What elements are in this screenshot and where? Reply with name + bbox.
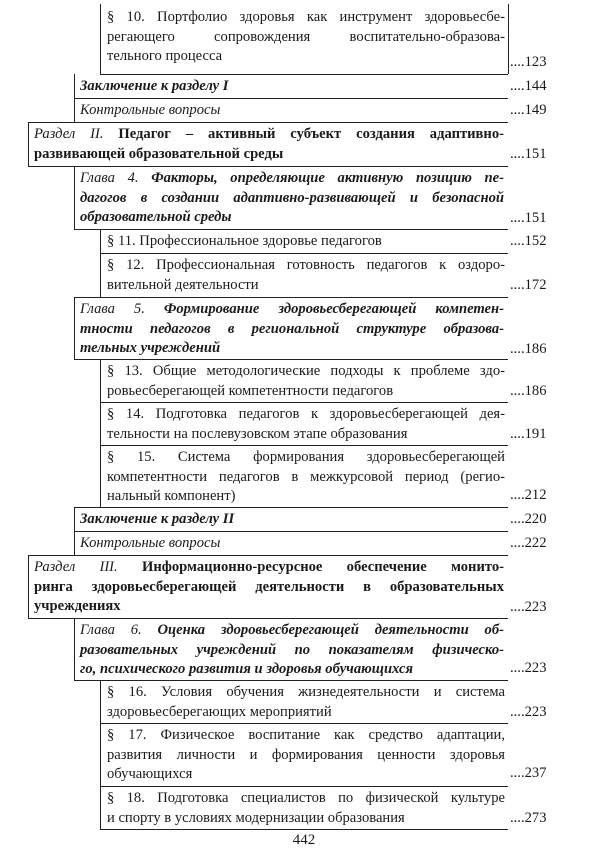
divider	[100, 723, 508, 724]
page-number: ....222	[510, 535, 547, 551]
page-number: ....273	[510, 810, 547, 826]
divider	[74, 166, 75, 229]
page-number: ....186	[510, 341, 547, 357]
divider	[74, 531, 508, 532]
divider	[100, 74, 508, 75]
divider	[100, 680, 101, 829]
divider	[100, 786, 508, 787]
divider	[74, 618, 75, 680]
page-number: ....223	[510, 599, 547, 615]
divider	[28, 122, 29, 166]
divider	[28, 122, 508, 123]
page-number: ....220	[510, 511, 547, 527]
divider	[74, 507, 508, 508]
page-folio: 442	[292, 832, 316, 848]
page-number: ....151	[510, 210, 547, 226]
page-number: ....149	[510, 102, 547, 118]
divider	[100, 253, 508, 254]
divider	[28, 555, 29, 618]
divider	[508, 4, 509, 74]
page-number: ....152	[510, 233, 547, 249]
divider	[74, 229, 508, 230]
page-number: ....212	[510, 487, 547, 503]
divider	[74, 98, 508, 99]
divider	[100, 229, 101, 297]
page-number: ....151	[510, 146, 547, 162]
page-number: ....123	[510, 54, 547, 70]
divider	[74, 297, 508, 298]
page-number: ....237	[510, 765, 547, 781]
divider	[28, 166, 508, 167]
page-number: ....144	[510, 78, 547, 94]
divider	[100, 445, 508, 446]
divider	[74, 74, 75, 122]
divider	[100, 359, 101, 507]
divider	[74, 507, 75, 555]
page-number: ....223	[510, 660, 547, 676]
page-number: ....223	[510, 704, 547, 720]
divider	[74, 680, 508, 681]
page-number: ....191	[510, 426, 547, 442]
divider	[74, 359, 508, 360]
page-number: ....172	[510, 277, 547, 293]
divider	[28, 618, 508, 619]
divider	[100, 402, 508, 403]
divider	[100, 4, 101, 74]
page-number: ....186	[510, 383, 547, 399]
toc-page: § 10. Портфолио здоровья как инструмент здоровьесбе- регающего сопровождения воспитательно-образова- тельного процесса ....123 Заключение к разделу I ....144 Контрольные вопросы ....149 Раздел II. Педагог – активный субъект создания адаптивно- развивающей образовательной среды ....151 Глава 4. Факторы, определяющие активную позицию пе- дагогов в создании адаптивно-развивающей и безопасной образовательной среды ....151 § 11. Профессиональное здоровье педагогов ....152 § 12. Профессиональная готовность педагогов к оздоро- вительной деятельности ....172 Глава 5. Формирование здоровьесберегающей компетен- тности педагогов в региональной структуре образова- тельных учреждений ....186 § 13. Общие методологические подходы к проблеме здо- ровьесберегающей компетентности педагогов ....186 § 14. Подготовка педагогов к здоровьесберегающей дея- тельности на послевузовском этапе образования ....191 § 15. Система формирования здоровьесберегающей компетентности педагогов в межкурсовой период (регио- нальный компонент) ....212 Заключение к разделу II ....220 Контрольные вопросы ....222 Раздел III. Информационно-ресурсное обеспечение монито- ринга здоровьесберегающей деятельности в образовательных учреждениях ....223 Глава 6. Оценка здоровьесберегающей деятельности об- разовательных учреждений по показателям физическо- го, психического развития и здоровья обучающихся ....223 § 16. Условия обучения жизнедеятельности и система здоровьесберегающих мероприятий ....223 § 17. Физическое воспитание как средство адаптации, развития личности и формирования ценности здоровья обучающихся ....237 § 18. Подготовка специалистов по физической культуре и спорту в условиях модернизации образования ....273 442	[0, 0, 608, 859]
divider	[74, 297, 75, 359]
divider	[28, 555, 508, 556]
